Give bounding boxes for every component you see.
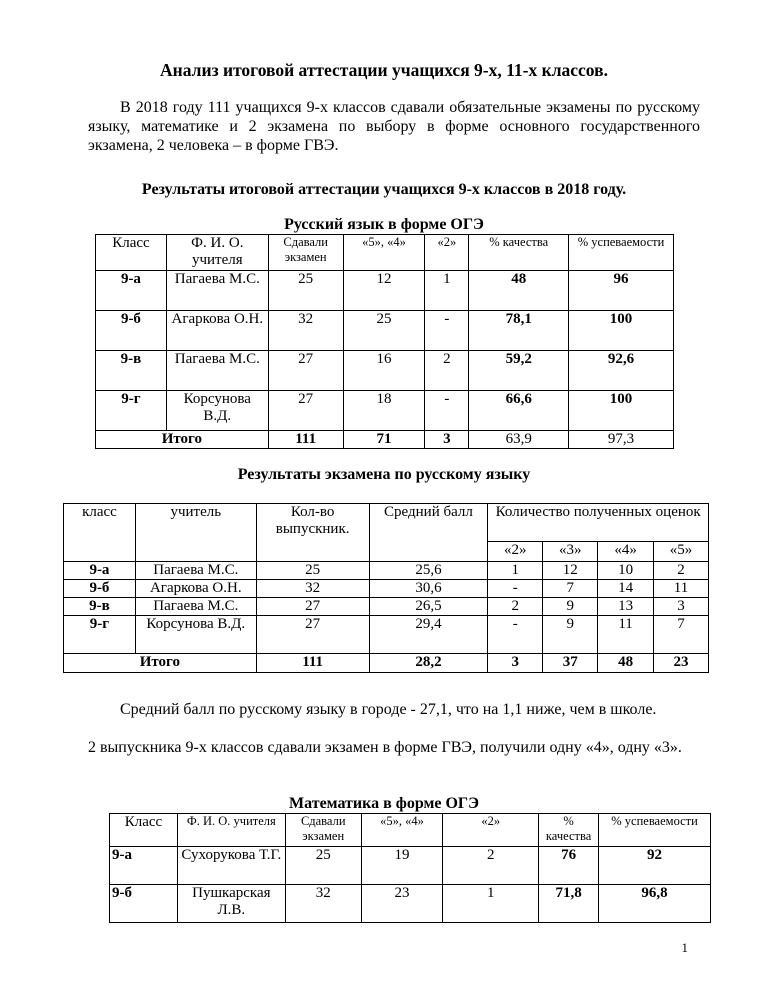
avg-score-paragraph: Средний балл по русскому языку в городе - 27,1, что на 1,1 ниже, чем в школе. (120, 701, 657, 718)
header-cell: «2» (425, 235, 469, 271)
value-cell: 3 (654, 598, 709, 616)
value-cell: 29,4 (369, 616, 488, 654)
value-cell: - (488, 616, 543, 654)
class-cell: 9-а (96, 271, 167, 311)
total-row (64, 654, 709, 673)
class-cell: 9-б (64, 580, 136, 598)
value-cell: - (488, 580, 543, 598)
value-cell: 71,8 (539, 885, 599, 923)
value-cell: 27 (268, 391, 343, 431)
value-cell: 12 (543, 562, 598, 580)
value-cell: 32 (268, 311, 343, 351)
teacher-cell: Пагаева М.С. (166, 271, 268, 311)
grade-header: «4» (598, 542, 654, 562)
value-cell: 59,2 (469, 351, 569, 391)
total-row (96, 431, 674, 449)
value-cell: 18 (343, 391, 425, 431)
header-cell: Класс (96, 235, 167, 271)
total-cell: 28,2 (369, 654, 488, 673)
value-cell: 25,6 (369, 562, 488, 580)
table-row (64, 562, 709, 580)
total-cell: 23 (654, 654, 709, 673)
value-cell: 11 (654, 580, 709, 598)
value-cell: 25 (256, 562, 369, 580)
table-header-row (110, 814, 711, 847)
value-cell: 7 (654, 616, 709, 654)
value-cell: 16 (343, 351, 425, 391)
teacher-cell: Корсунова В.Д. (166, 391, 268, 431)
table-header-row (64, 504, 709, 542)
table-row (96, 311, 674, 351)
header-cell: Ф. И. О. учителя (166, 235, 268, 271)
teacher-cell: Пагаева М.С. (135, 562, 256, 580)
class-cell: 9-б (110, 885, 178, 923)
header-cell: % качества (539, 814, 599, 847)
total-cell: 3 (425, 431, 469, 449)
value-cell: 7 (543, 580, 598, 598)
total-cell: 71 (343, 431, 425, 449)
total-cell: 111 (256, 654, 369, 673)
header-cell: Сдавали экзамен (285, 814, 361, 847)
value-cell: 1 (425, 271, 469, 311)
russian-exam-table (63, 503, 709, 673)
table-row (64, 598, 709, 616)
total-cell: 97,3 (569, 431, 674, 449)
value-cell: 27 (256, 616, 369, 654)
value-cell: 11 (598, 616, 654, 654)
value-cell: 1 (443, 885, 539, 923)
class-cell: 9-г (96, 391, 167, 431)
value-cell: 12 (343, 271, 425, 311)
value-cell: 13 (598, 598, 654, 616)
table-row (96, 351, 674, 391)
table-row (110, 885, 711, 923)
header-cell: % качества (469, 235, 569, 271)
header-cell: % успеваемости (569, 235, 674, 271)
teacher-cell: Агаркова О.Н. (135, 580, 256, 598)
value-cell: 2 (654, 562, 709, 580)
class-cell: 9-а (110, 847, 178, 885)
value-cell: 48 (469, 271, 569, 311)
value-cell: 14 (598, 580, 654, 598)
value-cell: 27 (256, 598, 369, 616)
value-cell: 92,6 (569, 351, 674, 391)
value-cell: 9 (543, 616, 598, 654)
total-label: Итого (64, 654, 257, 673)
header-cell: Класс (110, 814, 178, 847)
value-cell: 10 (598, 562, 654, 580)
header-cell: Ф. И. О. учителя (177, 814, 285, 847)
value-cell: 2 (488, 598, 543, 616)
page-title: Анализ итоговой аттестации учащихся 9-х, 11-х классов. (160, 60, 608, 80)
value-cell: - (425, 311, 469, 351)
grade-header: «5» (654, 542, 709, 562)
value-cell: 30,6 (369, 580, 488, 598)
teacher-cell: Сухорукова Т.Г. (177, 847, 285, 885)
page-number: 1 (681, 940, 688, 955)
value-cell: 23 (361, 885, 443, 923)
gve-paragraph: 2 выпускника 9-х классов сдавали экзамен в форме ГВЭ, получили одну «4», одну «3». (88, 739, 682, 756)
value-cell: - (425, 391, 469, 431)
grade-header: «3» (543, 542, 598, 562)
class-cell: 9-а (64, 562, 136, 580)
class-cell: 9-г (64, 616, 136, 654)
value-cell: 96 (569, 271, 674, 311)
table-row (96, 391, 674, 431)
value-cell: 76 (539, 847, 599, 885)
intro-paragraph: В 2018 году 111 учащихся 9-х классов сдавали обязательные экзамены по русскому языку, математике и 2 экзамена по выбору в форме основного государственного экзамена, 2 человека – в форме ГВЭ. (88, 99, 700, 154)
math-oge-caption: Математика в форме ОГЭ (289, 795, 479, 812)
teacher-cell: Пушкарская Л.В. (177, 885, 285, 923)
table-row (96, 271, 674, 311)
total-cell: 3 (488, 654, 543, 673)
total-cell: 37 (543, 654, 598, 673)
value-cell: 92 (599, 847, 711, 885)
class-cell: 9-б (96, 311, 167, 351)
table-row (64, 580, 709, 598)
value-cell: 78,1 (469, 311, 569, 351)
value-cell: 32 (256, 580, 369, 598)
value-cell: 19 (361, 847, 443, 885)
header-cell: Количество полученных оценок (488, 504, 709, 542)
russian-oge-table (95, 234, 674, 449)
value-cell: 25 (268, 271, 343, 311)
value-cell: 26,5 (369, 598, 488, 616)
value-cell: 66,6 (469, 391, 569, 431)
value-cell: 2 (425, 351, 469, 391)
russian-exam-caption: Результаты экзамена по русскому языку (237, 466, 531, 483)
header-cell: «5», «4» (343, 235, 425, 271)
russian-oge-caption: Русский язык в форме ОГЭ (284, 216, 484, 233)
class-cell: 9-в (64, 598, 136, 616)
header-cell: Кол-во выпускник. (256, 504, 369, 562)
teacher-cell: Агаркова О.Н. (166, 311, 268, 351)
value-cell: 32 (285, 885, 361, 923)
table-row (64, 616, 709, 654)
header-cell: учитель (135, 504, 256, 562)
value-cell: 100 (569, 391, 674, 431)
header-cell: класс (64, 504, 136, 562)
teacher-cell: Пагаева М.С. (166, 351, 268, 391)
results-heading: Результаты итоговой аттестации учащихся 9-х классов в 2018 году. (141, 181, 627, 198)
total-cell: 111 (268, 431, 343, 449)
header-cell: «5», «4» (361, 814, 443, 847)
total-cell: 63,9 (469, 431, 569, 449)
header-cell: Средний балл (369, 504, 488, 562)
header-cell: «2» (443, 814, 539, 847)
math-oge-table (109, 813, 711, 923)
header-cell: Сдавали экзамен (268, 235, 343, 271)
value-cell: 25 (285, 847, 361, 885)
total-cell: 48 (598, 654, 654, 673)
value-cell: 25 (343, 311, 425, 351)
table-header-row (96, 235, 674, 271)
table-row (110, 847, 711, 885)
total-label: Итого (96, 431, 269, 449)
teacher-cell: Пагаева М.С. (135, 598, 256, 616)
value-cell: 2 (443, 847, 539, 885)
value-cell: 1 (488, 562, 543, 580)
value-cell: 100 (569, 311, 674, 351)
grade-header: «2» (488, 542, 543, 562)
value-cell: 27 (268, 351, 343, 391)
header-cell: % успеваемости (599, 814, 711, 847)
teacher-cell: Корсунова В.Д. (135, 616, 256, 654)
value-cell: 9 (543, 598, 598, 616)
class-cell: 9-в (96, 351, 167, 391)
value-cell: 96,8 (599, 885, 711, 923)
